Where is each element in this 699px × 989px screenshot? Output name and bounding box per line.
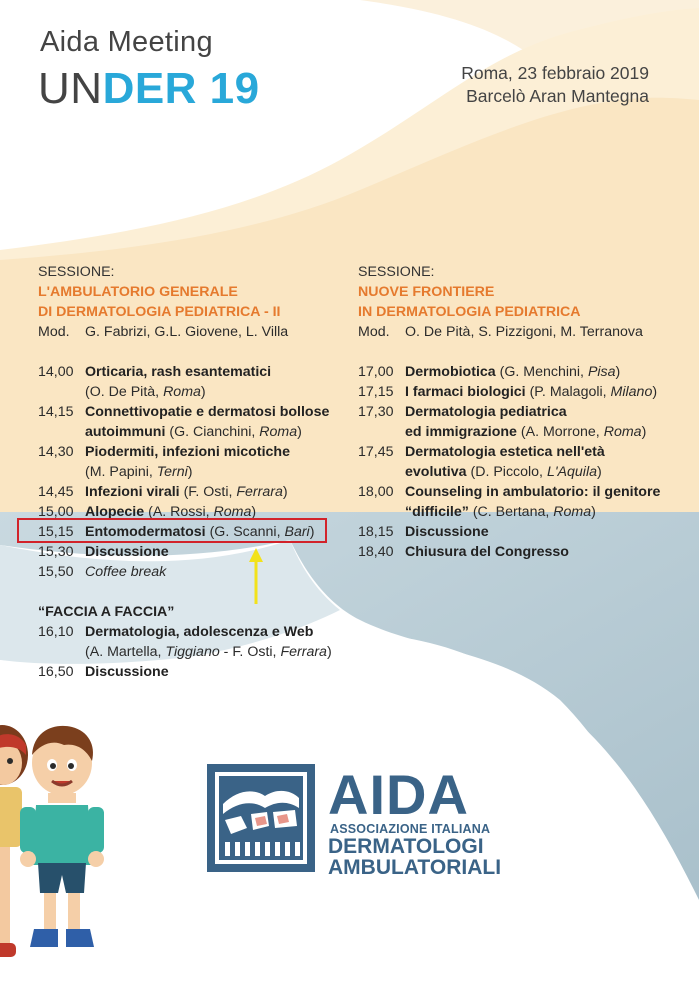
item-title: Orticaria, rash esantematici [85,364,272,380]
program-item [358,442,678,462]
item-city: L'Aquila [546,464,597,480]
session-title-line2: IN DERMATOLOGIA PEDIATRICA [358,304,581,320]
item-close: ) [282,484,288,500]
item-close: ) [309,524,315,540]
item-time: 17,45 [358,444,394,460]
item-speaker: (P. Malagoli, [529,384,611,400]
item-close: ) [297,424,302,440]
item-time: 15,15 [38,524,74,540]
kids-illustration [0,715,120,985]
item-title: Connettivopatie e dermatosi bollose [85,404,330,420]
moderators: G. Fabrizi, G.L. Giovene, L. Villa [85,324,289,340]
item-speaker: (F. Osti, [183,484,237,500]
session-label: SESSIONE: [358,264,435,280]
program-item [38,622,348,642]
item-close: ) [326,644,332,660]
item-close: ) [187,464,193,480]
item-city: Milano [610,384,653,400]
aida-logo-sub3: AMBULATORIALI [328,856,502,879]
item-title: I farmaci biologici [405,384,526,400]
item-title: Chiusura del Congresso [405,544,569,560]
item-title-cont: ed immigrazione [405,424,517,440]
item-city: Terni [156,464,188,480]
item-close: ) [251,504,257,520]
title-part-un: UN [38,64,103,113]
program-item [358,522,678,542]
arrow-up-icon [246,548,266,606]
program-item-speaker [358,462,678,482]
item-title: Piodermiti, infezioni micotiche [85,444,290,460]
item-city: Roma [259,424,298,440]
item-city: Roma [553,504,592,520]
program-item [38,662,348,682]
item-time: 14,30 [38,444,74,460]
right-session [358,262,678,562]
item-city: Bari [284,524,310,540]
session-label: SESSIONE: [38,264,115,280]
program-item [38,362,348,382]
program-item [358,542,678,562]
item-time: 17,30 [358,404,394,420]
item-title: Discussione [85,544,169,560]
item-speaker: (O. De Pità, [85,384,164,400]
item-time: 14,15 [38,404,74,420]
mod-label: Mod. [358,324,390,340]
item-close: ) [641,424,647,440]
program-item-speaker [38,382,348,402]
mod-label: Mod. [38,324,70,340]
item-time: 18,40 [358,544,394,560]
item-speaker: (C. Bertana, [472,504,554,520]
title-part-der19: DER 19 [102,64,260,113]
program-item [358,402,678,422]
item-title-cont: “difficile” [405,504,469,520]
item-city: Roma [603,424,642,440]
item-speaker: (A. Martella, [85,644,166,660]
program-item [38,542,348,562]
item-close: ) [615,364,621,380]
item-city-2: Ferrara [280,644,327,660]
item-time: 15,00 [38,504,74,520]
item-time: 17,15 [358,384,394,400]
item-city: Pisa [587,364,616,380]
item-title: Alopecie [85,504,145,520]
item-title: Infezioni virali [85,484,180,500]
item-close: ) [597,464,602,480]
left-session [38,262,348,682]
item-title-cont: evolutiva [405,464,467,480]
item-title: Dermobiotica [405,364,496,380]
item-close: ) [200,384,206,400]
item-title: Discussione [85,664,169,680]
item-close: ) [652,384,658,400]
item-time: 16,10 [38,624,74,640]
session-title-line2: DI DERMATOLOGIA PEDIATRICA - II [38,304,281,320]
item-title: Counseling in ambulatorio: il genitore [405,484,661,500]
faccia-title: “FACCIA A FACCIA” [38,604,175,620]
program-item [358,382,678,402]
item-city: Roma [163,384,201,400]
item-title: Dermatologia, adolescenza e Web [85,624,314,640]
item-speaker: (G. Scanni, [209,524,285,540]
program-item-speaker [38,462,348,482]
item-city: Roma [213,504,252,520]
item-title: Entomodermatosi [85,524,206,540]
session-title-line1: NUOVE FRONTIERE [358,284,495,300]
venue-date: Roma, 23 febbraio 2019 [461,63,649,83]
item-title-cont: autoimmuni [85,424,166,440]
item-speaker: (G. Cianchini, [169,424,260,440]
item-speaker: (A. Rossi, [148,504,214,520]
item-title: Dermatologia pediatrica [405,404,567,420]
item-city: Tiggiano [165,644,220,660]
program-item-speaker [38,422,348,442]
meeting-subtitle: Aida Meeting [40,26,213,58]
item-city: Ferrara [236,484,283,500]
program-item-speaker [358,502,678,522]
item-title: Dermatologia estetica nell'età [405,444,605,460]
item-time: 18,15 [358,524,394,540]
highlight-box [17,518,327,543]
venue-place: Barcelò Aran Mantegna [466,86,649,106]
aida-logo-mark [207,764,315,872]
program-item [358,362,678,382]
program-item [38,442,348,462]
aida-logo-sub1: ASSOCIAZIONE ITALIANA [330,822,491,836]
meeting-title [38,64,260,114]
item-time: 18,00 [358,484,394,500]
session-title-line1: L'AMBULATORIO GENERALE [38,284,238,300]
item-time: 14,45 [38,484,74,500]
item-speaker-2: - F. Osti, [219,644,281,660]
item-close: ) [591,504,596,520]
program-item-speaker [38,642,348,662]
aida-logo-sub-lines [328,836,501,878]
item-time: 16,50 [38,664,74,680]
item-speaker: (A. Morrone, [520,424,604,440]
item-time: 15,50 [38,564,74,580]
program-item [38,482,348,502]
venue-block [461,62,649,108]
moderators: O. De Pità, S. Pizzigoni, M. Terranova [405,324,643,340]
program-item [38,562,348,582]
item-time: 14,00 [38,364,74,380]
aida-logo-name: AIDA [328,763,469,826]
item-time: 15,30 [38,544,74,560]
item-speaker: (M. Papini, [85,464,157,480]
moderators-row [358,322,678,342]
boy-figure [20,726,104,947]
item-title: Coffee break [85,564,167,580]
item-time: 17,00 [358,364,394,380]
item-speaker: (D. Piccolo, [470,464,547,480]
aida-logo-sub2: DERMATOLOGI [328,835,484,858]
moderators-row [38,322,348,342]
item-speaker: (G. Menchini, [499,364,588,380]
item-title: Discussione [405,524,489,540]
program-item [358,482,678,502]
program-item-speaker [358,422,678,442]
program-item [38,402,348,422]
